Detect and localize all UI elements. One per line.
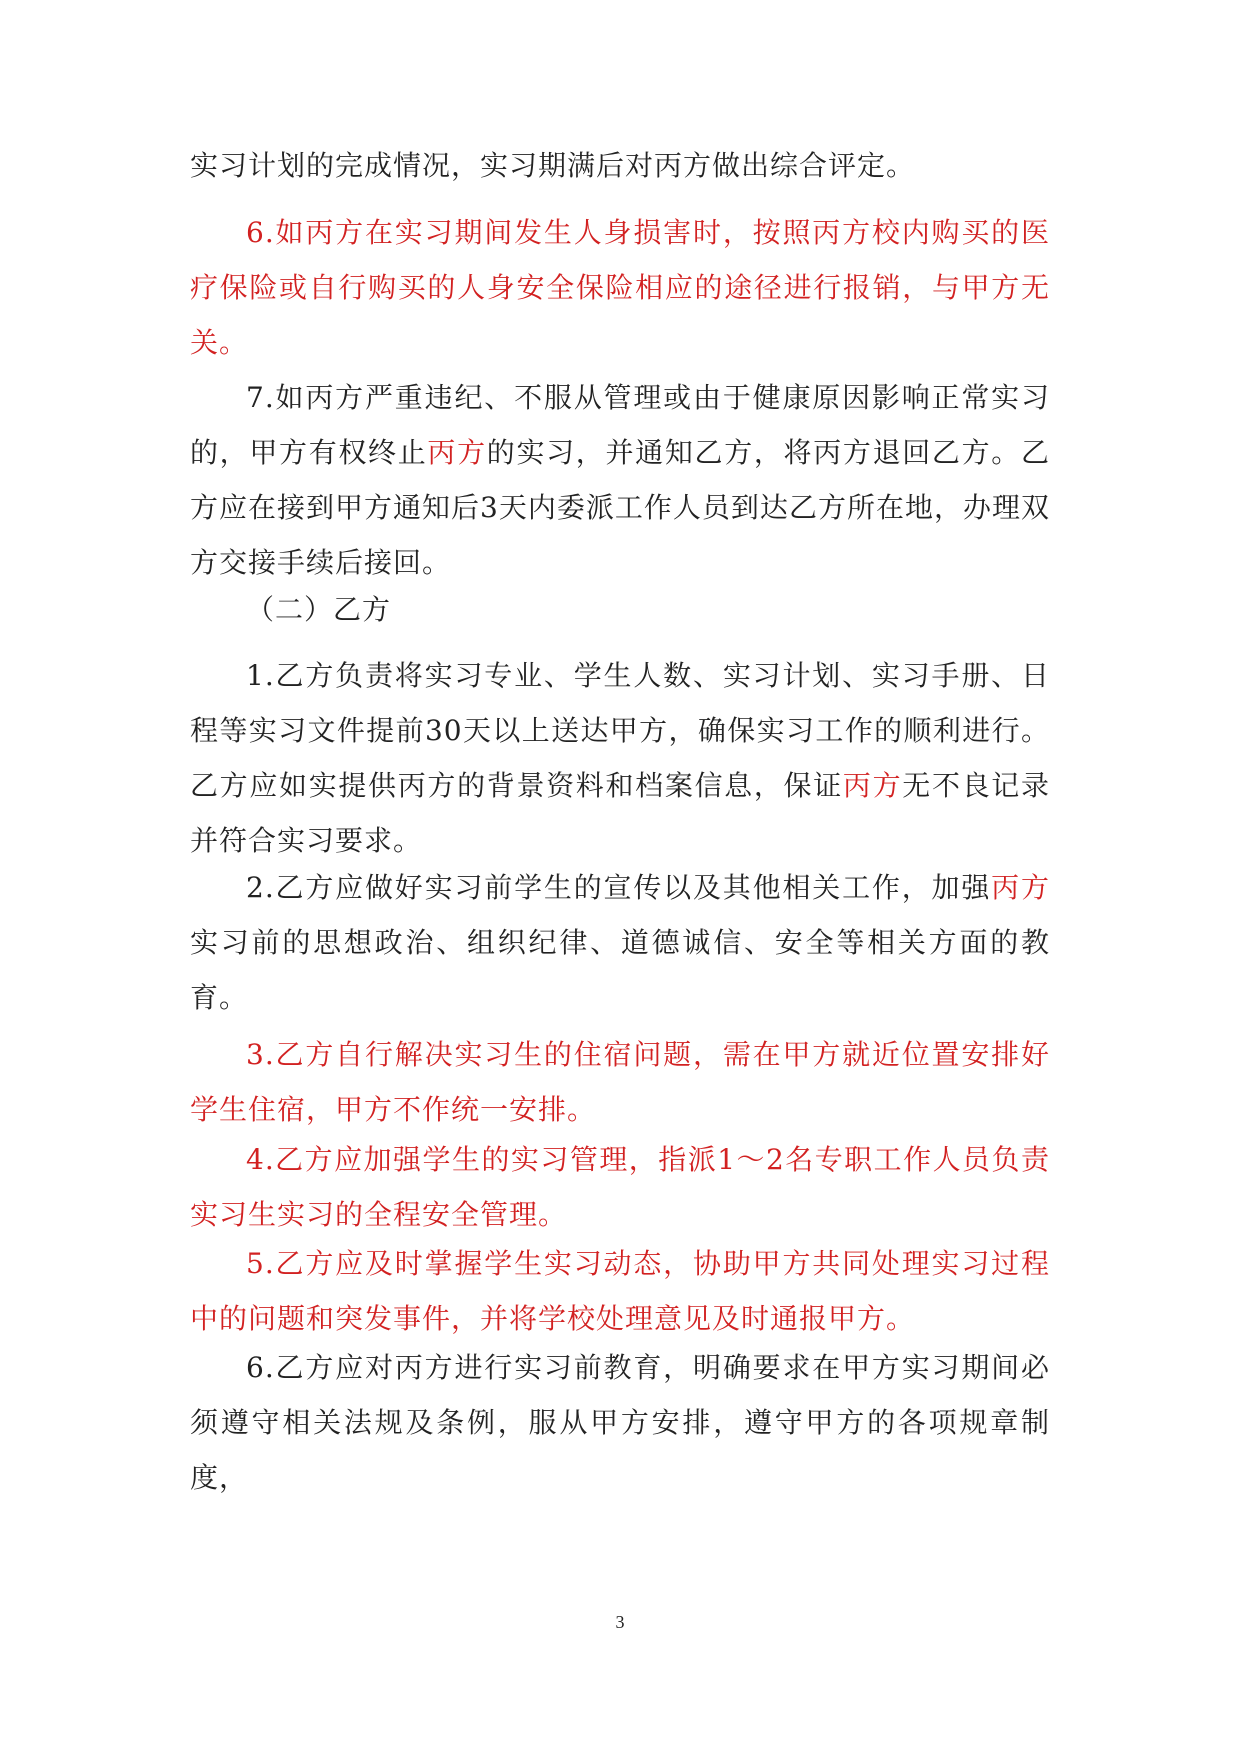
section-heading: （二）乙方 [246,593,392,626]
paragraph-clause-7 [190,370,1050,590]
clause-7-text-a: 7.如丙方严重违纪、不服从管理或由于健康原因影响正常实习的，甲方有权终止 [190,381,1050,469]
b1-highlight: 丙方 [842,769,903,802]
paragraph-b-clause-2 [190,860,1050,1025]
clause-7-highlight: 丙方 [427,436,487,469]
b1-text-b: 无不良记录并符合实习要求。 [190,769,1050,857]
b2-text-b: 实习前的思想政治、组织纪律、道德诚信、安全等相关方面的教育。 [190,926,1050,1014]
clause-7-text-b: 的实习，并通知乙方，将丙方退回乙方。乙方应在接到甲方通知后3天内委派工作人员到达乙方所在地，办理双方交接手续后接回。 [190,436,1050,579]
b2-text-a: 2.乙方应做好实习前学生的宣传以及其他相关工作，加强 [246,871,992,904]
b2-highlight: 丙方 [991,871,1050,904]
paragraph-b-clause-5-red: 5.乙方应及时掌握学生实习动态，协助甲方共同处理实习过程中的问题和突发事件，并将学校处理意见及时通报甲方。 [190,1247,1050,1335]
paragraph-b-clause-1 [190,648,1050,868]
b1-text-a: 1.乙方负责将实习专业、学生人数、实习计划、实习手册、日程等实习文件提前30天以上送达甲方，确保实习工作的顺利进行。乙方应如实提供丙方的背景资料和档案信息，保证 [190,659,1050,802]
page-number: 3 [615,1612,625,1632]
paragraph-continuation: 实习计划的完成情况，实习期满后对丙方做出综合评定。 [190,149,916,182]
paragraph-b-clause-4-red: 4.乙方应加强学生的实习管理，指派1～2名专职工作人员负责实习生实习的全程安全管理。 [190,1143,1050,1231]
paragraph-b-clause-3-red: 3.乙方自行解决实习生的住宿问题，需在甲方就近位置安排好学生住宿，甲方不作统一安排。 [190,1038,1050,1126]
paragraph-clause-6-red: 6.如丙方在实习期间发生人身损害时，按照丙方校内购买的医疗保险或自行购买的人身安全保险相应的途径进行报销，与甲方无关。 [190,216,1050,359]
paragraph-b-clause-6: 6.乙方应对丙方进行实习前教育，明确要求在甲方实习期间必须遵守相关法规及条例，服从甲方安排，遵守甲方的各项规章制度， [190,1351,1050,1494]
